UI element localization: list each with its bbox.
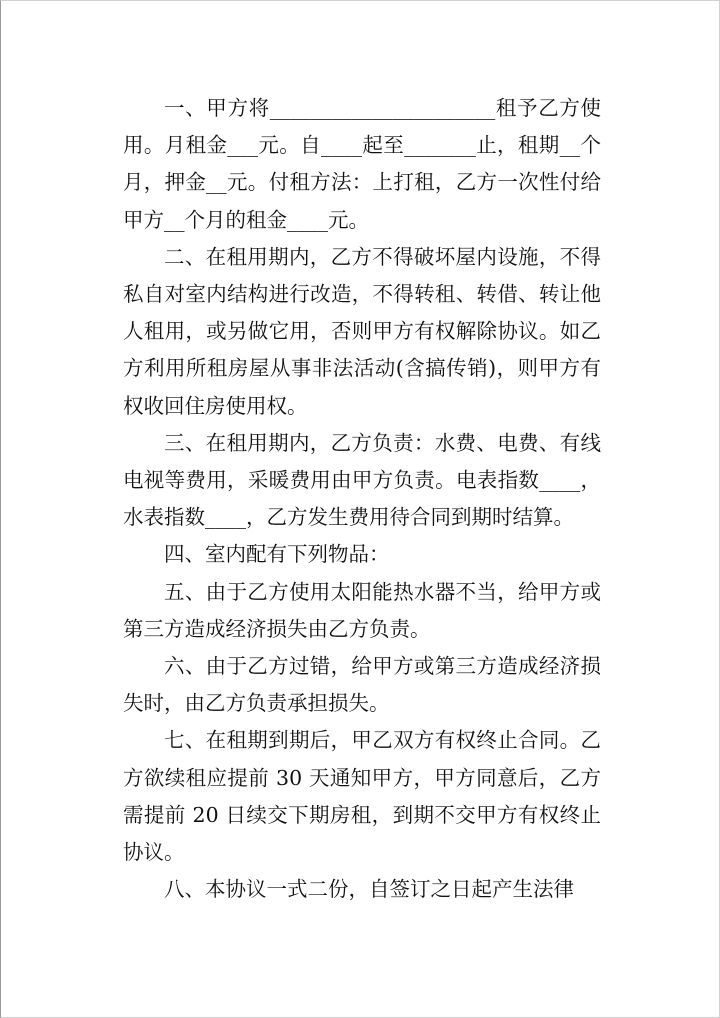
clause-3-paragraph: 三、在租用期内，乙方负责：水费、电费、有线电视等费用，采暖费用由甲方负责。电表指数____，水表指数____，乙方发生费用待合同到期时结算。 — [123, 430, 601, 530]
document-body — [123, 90, 601, 908]
clause-1-paragraph: 一、甲方将______________________租予乙方使用。月租金___元。自____起至_______止，租期__个月，押金__元。付租方法：上打租，乙方一次性付给甲方__个月的租金____元。 — [123, 96, 601, 232]
clause-2-paragraph: 二、在租用期内，乙方不得破坏屋内设施，不得私自对室内结构进行改造，不得转租、转借、转让他人租用，或另做它用，否则甲方有权解除协议。如乙方利用所租房屋从事非法活动(含搞传销)，则甲方有权收回住房使用权。 — [123, 244, 601, 418]
clause-5-paragraph: 五、由于乙方使用太阳能热水器不当，给甲方或第三方造成经济损失由乙方负责。 — [123, 579, 601, 641]
clause-7-paragraph: 七、在租期到期后，甲乙双方有权终止合同。乙方欲续租应提前 30 天通知甲方，甲方同意后，乙方需提前 20 日续交下期房租，到期不交甲方有权终止协议。 — [123, 728, 601, 865]
clause-4-paragraph: 四、室内配有下列物品： — [164, 542, 390, 567]
clause-6-paragraph: 六、由于乙方过错，给甲方或第三方造成经济损失时，由乙方负责承担损失。 — [123, 654, 601, 716]
clause-8-paragraph: 八、本协议一式二份，自签订之日起产生法律 — [164, 877, 574, 902]
